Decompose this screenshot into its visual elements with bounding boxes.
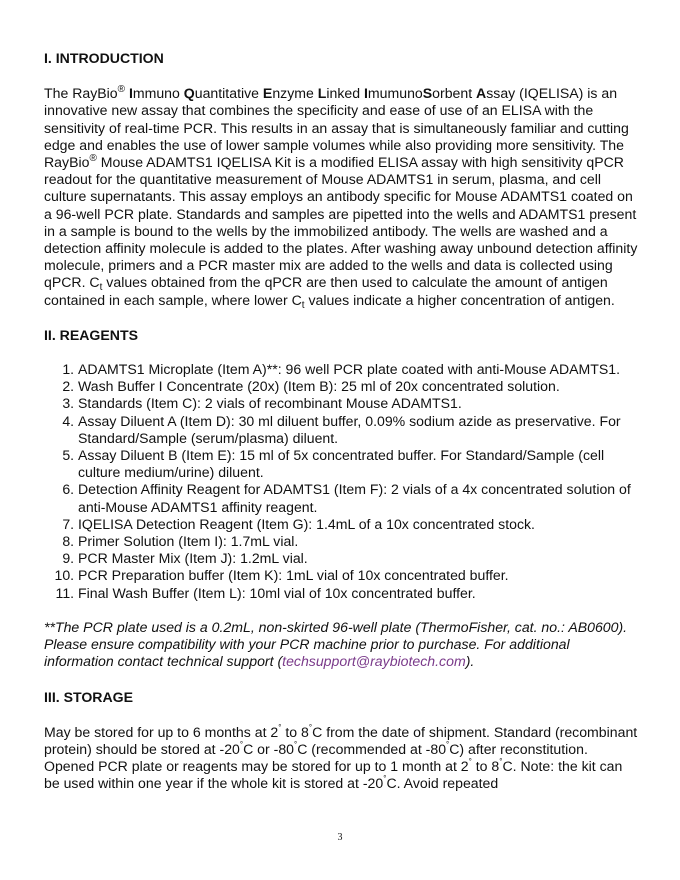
list-item: 2. Wash Buffer I Concentrate (20x) (Item B): 25 ml of 20x concentrated solution. [78,378,640,395]
list-item: 4. Assay Diluent A (Item D): 30 ml diluent buffer, 0.09% sodium azide as preservative. For Standard/Sample (serum/plasma) diluent. [78,413,640,447]
page-number: 3 [337,832,343,843]
list-item: 8. Primer Solution (Item I): 1.7mL vial. [78,533,640,550]
list-item: 1. ADAMTS1 Microplate (Item A)**: 96 well PCR plate coated with anti-Mouse ADAMTS1. [78,361,640,378]
document-page [44,50,640,793]
list-item: 11. Final Wash Buffer (Item L): 10ml vial of 10x concentrated buffer. [78,585,640,602]
list-item: 7. IQELISA Detection Reagent (Item G): 1.4mL of a 10x concentrated stock. [78,516,640,533]
list-item: 10. PCR Preparation buffer (Item K): 1mL vial of 10x concentrated buffer. [78,567,640,584]
section-heading-reagents: II. REAGENTS [44,326,138,343]
storage-paragraph: May be stored for up to 6 months at 2° to 8°C from the date of shipment. Standard (recombinant protein) should be stored at -20°C or -80°C (recommended at -80°C) after reconstitution. Opened PCR plate or reagents may be stored for up to 1 month at 2° to 8°C. Note: the kit can be used within one year if the whole kit is stored at -20°C. Avoid repeated [44,722,638,792]
registered-mark: ® [89,153,97,165]
registered-mark: ® [117,84,126,96]
list-item: 9. PCR Master Mix (Item J): 1.2mL vial. [78,550,640,567]
list-item: 6. Detection Affinity Reagent for ADAMTS1 (Item F): 2 vials of a 4x concentrated solution of anti-Mouse ADAMTS1 affinity reagent. [78,481,640,515]
list-item: 3. Standards (Item C): 2 vials of recombinant Mouse ADAMTS1. [78,395,640,412]
list-item: 5. Assay Diluent B (Item E): 15 ml of 5x concentrated buffer. For Standard/Sample (cell culture medium/urine) diluent. [78,447,640,481]
pcr-plate-note: **The PCR plate used is a 0.2mL, non-skirted 96-well plate (ThermoFisher, cat. no.: AB0600). Please ensure compatibility with your PCR machine prior to purchase. For additional information contact technical support (techsupport@raybiotech.com). [44,618,628,670]
section-heading-storage: III. STORAGE [44,688,134,705]
introduction-paragraph: The RayBio® Immuno Quantitative Enzyme Linked ImumunoSorbent Assay (IQELISA) is an innovative new assay that combines the specificity and ease of use of an ELISA with the sensitivity of real-time PCR. This results in an assay that is simultaneously familiar and cutting edge and enables the use of lower sample volumes while also providing more sensitivity. The RayBio® Mouse ADAMTS1 IQELISA Kit is a modified ELISA assay with high sensitivity qPCR readout for the quantitative measurement of Mouse ADAMTS1 in serum, plasma, and cell culture supernatants. This assay employs an antibody specific for Mouse ADAMTS1 coated on a 96-well PCR plate. Standards and samples are pipetted into the wells and ADAMTS1 present in a sample is bound to the wells by the immobilized antibody. The wells are washed and a detection affinity molecule is added to the plates. After washing away unbound detection affinity molecule, primers and a PCR master mix are added to the wells and data is collected using qPCR. $C_t$ values obtained from the qPCR are then used to calculate the amount of antigen contained in each sample, where lower $C_t$ values indicate a higher concentration of antigen. [44,84,638,311]
reagents-list [44,361,640,602]
support-email-link[interactable]: techsupport@raybiotech.com [282,653,466,670]
section-heading-introduction: I. INTRODUCTION [44,50,164,66]
